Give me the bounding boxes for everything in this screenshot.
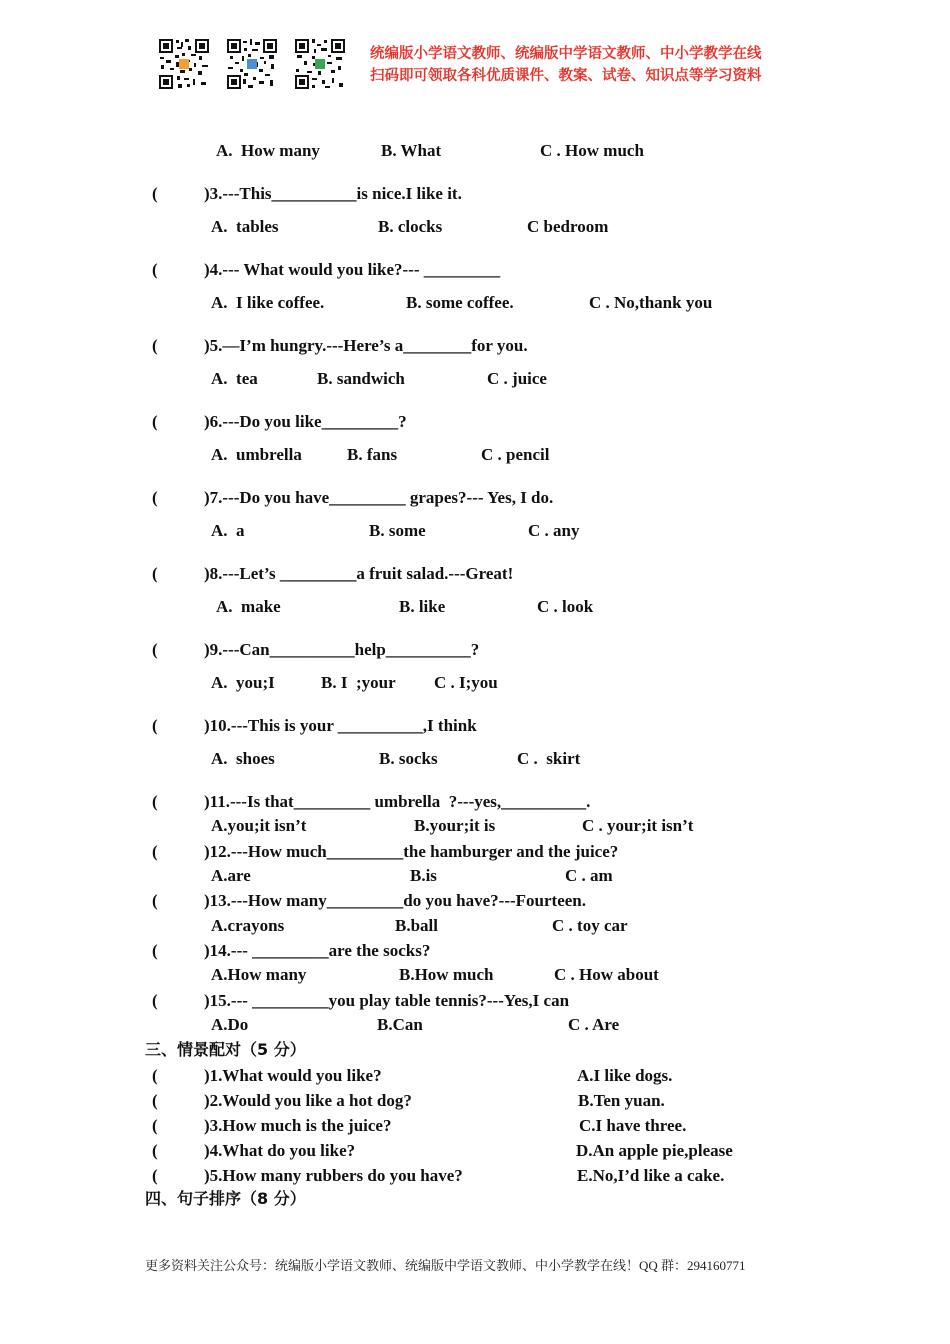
answer-bracket: ( (152, 564, 158, 583)
answer-bracket: ( (152, 842, 158, 861)
exam-text-line: B. clocks (378, 217, 443, 236)
exam-text-line: )9.---Can__________help__________? (204, 640, 480, 659)
exam-text-line: C . any (528, 521, 580, 540)
header-line-1: 统编版小学语文教师、统编版中学语文教师、中小学教学在线 (370, 46, 762, 62)
exam-text-line: A.are (211, 866, 251, 885)
answer-bracket: ( (152, 941, 158, 960)
answer-bracket: ( (152, 488, 158, 507)
exam-text-line: )4.What do you like? (204, 1141, 356, 1160)
exam-text-line: )1.What would you like? (204, 1066, 382, 1085)
exam-text-line: A.crayons (211, 916, 285, 935)
exam-text-line: C . juice (487, 369, 547, 388)
answer-bracket: ( (152, 716, 158, 735)
exam-text-line: A.Do (211, 1015, 249, 1034)
exam-text-line: A.I like dogs. (577, 1066, 673, 1085)
footer-note: 更多资料关注公众号：统编版小学语文教师、统编版中学语文教师、中小学教学在线！QQ 群：294160771 (145, 1258, 746, 1273)
answer-bracket: ( (152, 1066, 158, 1085)
exam-text-line: )5.—I’m hungry.---Here’s a________for you. (204, 336, 528, 355)
exam-text-line: C . I;you (434, 673, 498, 692)
exam-text-line: )12.---How much_________the hamburger and the juice? (204, 842, 619, 861)
exam-text-line: A. tables (211, 217, 279, 236)
exam-text-line: A. tea (211, 369, 258, 388)
exam-text-line: )3.How much is the juice? (204, 1116, 392, 1135)
answer-bracket: ( (152, 1166, 158, 1185)
exam-text-line: A. shoes (211, 749, 275, 768)
answer-bracket: ( (152, 260, 158, 279)
exam-text-line: C . Are (568, 1015, 620, 1034)
exam-text-line: B. I ;your (321, 673, 396, 692)
exam-text-line: A. I like coffee. (211, 293, 325, 312)
answer-bracket: ( (152, 1091, 158, 1110)
answer-bracket: ( (152, 991, 158, 1010)
exam-text-line: C . skirt (517, 749, 581, 768)
exam-text-line: C . How much (540, 141, 644, 160)
exam-text-line: B. fans (347, 445, 398, 464)
exam-text-line: )5.How many rubbers do you have? (204, 1166, 463, 1185)
exam-text-line: C . toy car (552, 916, 628, 935)
exam-text-line: B.your;it is (414, 816, 496, 835)
answer-bracket: ( (152, 1141, 158, 1160)
exam-text-line: B. like (399, 597, 446, 616)
exam-text-line: )10.---This is your __________,I think (204, 716, 477, 735)
exam-text-line: A. you;I (211, 673, 275, 692)
exam-text-line: B. some (369, 521, 426, 540)
exam-text-line: A. a (211, 521, 245, 540)
section-heading: 四、句子排序（8 分） (145, 1189, 306, 1208)
exam-text-line: A. How many (216, 141, 320, 160)
qr-code-1 (158, 38, 210, 90)
exam-text-line: B. socks (379, 749, 438, 768)
exam-text-line: D.An apple pie,please (576, 1141, 733, 1160)
answer-bracket: ( (152, 891, 158, 910)
exam-text-line: B.How much (399, 965, 494, 984)
answer-bracket: ( (152, 336, 158, 355)
exam-text-line: C . your;it isn’t (582, 816, 694, 835)
exam-text-line: A.How many (211, 965, 307, 984)
header-line-2: 扫码即可领取各科优质课件、教案、试卷、知识点等学习资料 (370, 68, 762, 84)
exam-text-line: B. What (381, 141, 442, 160)
exam-text-line: )6.---Do you like_________? (204, 412, 407, 431)
exam-text-line: )7.---Do you have_________ grapes?--- Yes, I do. (204, 488, 554, 507)
section-heading: 三、情景配对（5 分） (145, 1040, 306, 1059)
exam-text-line: B.Ten yuan. (578, 1091, 665, 1110)
qr-code-3 (294, 38, 346, 90)
exam-text-line: )11.---Is that_________ umbrella ?---yes,__________. (204, 792, 591, 811)
exam-text-line: A.you;it isn’t (211, 816, 307, 835)
answer-bracket: ( (152, 1116, 158, 1135)
exam-text-line: A. make (216, 597, 281, 616)
exam-text-line: )3.---This__________is nice.I like it. (204, 184, 462, 203)
exam-text-line: C . am (565, 866, 613, 885)
exam-text-line: C . How about (554, 965, 659, 984)
exam-text-line: C.I have three. (579, 1116, 687, 1135)
qr-code-2 (226, 38, 278, 90)
exam-text-line: B. sandwich (317, 369, 405, 388)
answer-bracket: ( (152, 640, 158, 659)
exam-text-line: )15.--- _________you play table tennis?---Yes,I can (204, 991, 570, 1010)
exam-text-line: C . look (537, 597, 594, 616)
exam-text-line: )13.---How many_________do you have?---Fourteen. (204, 891, 586, 910)
exam-text-line: C bedroom (527, 217, 609, 236)
exam-text-line: )2.Would you like a hot dog? (204, 1091, 412, 1110)
exam-text-line: )4.--- What would you like?--- _________ (204, 260, 501, 279)
exam-text-line: )8.---Let’s _________a fruit salad.---Great! (204, 564, 514, 583)
answer-bracket: ( (152, 412, 158, 431)
exam-text-line: E.No,I’d like a cake. (577, 1166, 725, 1185)
exam-text-line: B.ball (395, 916, 438, 935)
exam-text-line: B. some coffee. (406, 293, 514, 312)
exam-text-line: C . No,thank you (589, 293, 713, 312)
answer-bracket: ( (152, 184, 158, 203)
answer-bracket: ( (152, 792, 158, 811)
exam-text-line: B.Can (377, 1015, 423, 1034)
exam-text-line: C . pencil (481, 445, 550, 464)
exam-text-line: )14.--- _________are the socks? (204, 941, 431, 960)
exam-text-line: B.is (410, 866, 437, 885)
exam-text-line: A. umbrella (211, 445, 302, 464)
